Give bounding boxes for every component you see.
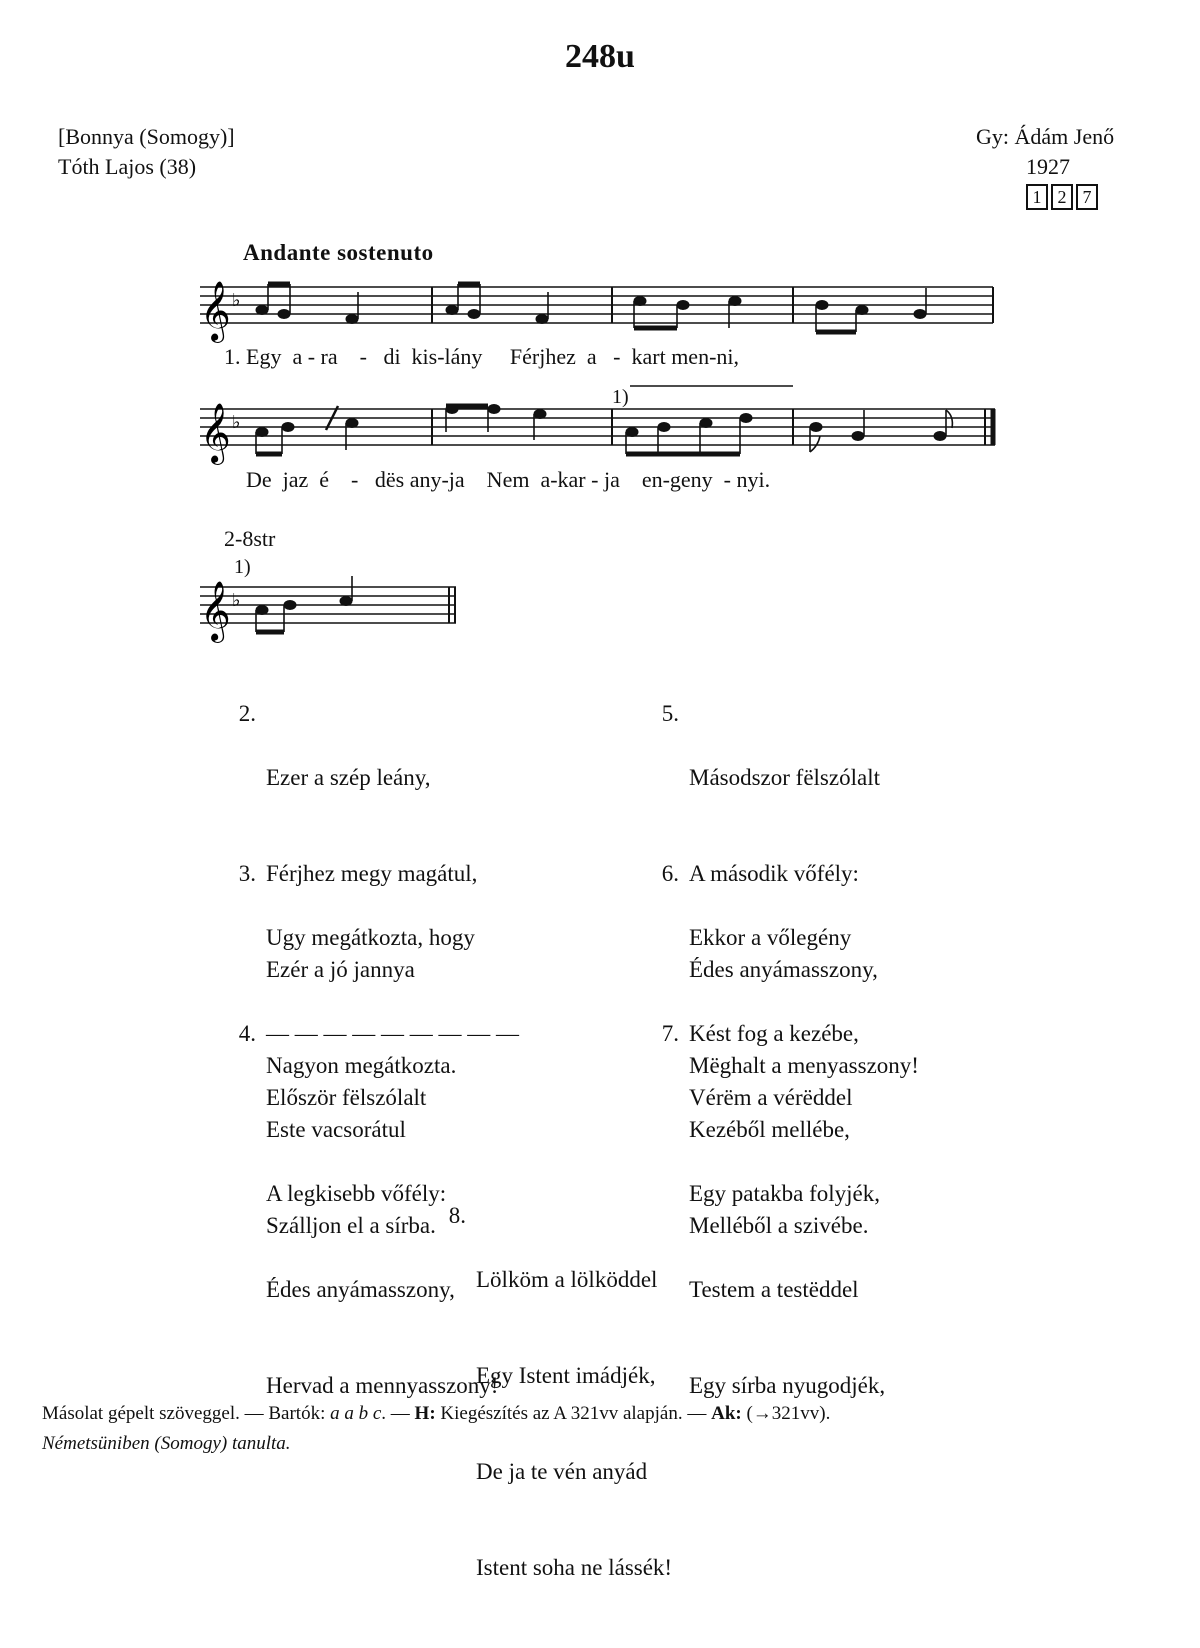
header-left — [58, 122, 235, 182]
stanza-line: — — — — — — — — — — [266, 1021, 519, 1046]
stanza-line: A második vőfély: — [689, 861, 859, 886]
tempo-marking: Andante sostenuto — [243, 240, 434, 265]
stanza-line: Vérëm a vérëddel — [689, 1085, 853, 1110]
stanza-line: Este vacsorátul — [266, 1117, 406, 1142]
stanza-line: Ugy megátkozta, hogy — [266, 925, 475, 950]
footnote-line-1 — [42, 1400, 830, 1428]
stanza-line: A legkisebb vőfély: — [266, 1181, 447, 1206]
stanza-line: Egy sírba nyugodjék, — [689, 1373, 886, 1398]
bartok-form: a a b c — [330, 1403, 382, 1424]
footnote-text: (→321vv). — [741, 1403, 831, 1424]
treble-clef-icon: 𝄞 — [200, 403, 231, 463]
stanza-line: Egy patakba folyjék, — [689, 1181, 880, 1206]
footnote-line-2: Németsüniben (Somogy) tanulta. — [42, 1433, 291, 1454]
footnote-label: H: — [414, 1403, 436, 1424]
stanza-line: Testem a testëddel — [689, 1277, 859, 1302]
page-title: 248u — [565, 38, 635, 75]
stanza-line: Lölköm a lölködde​l — [476, 1267, 658, 1292]
stanza-number: 4. — [238, 1021, 256, 1046]
flat-icon: ♭ — [232, 290, 241, 311]
stanza-line: Szálljon el a sírba. — [266, 1213, 436, 1238]
singer-text: Tóth Lajos (38) — [58, 154, 197, 179]
lyrics-line-1: 1. Egy a - ra - di kis-lány Férjhez a - kart men-ni, — [224, 344, 740, 369]
stanza-line: Először fëlszólalt — [266, 1085, 427, 1110]
header-right — [976, 122, 1114, 210]
treble-clef-icon: 𝄞 — [200, 281, 231, 341]
stanza-number: 2. — [238, 701, 256, 726]
catalog-box: 7 — [1076, 184, 1098, 210]
footnote-text: Másolat gépelt szöveggel. — Bartók: — [42, 1403, 331, 1424]
notes — [256, 284, 926, 332]
footnote-label: Ak: — [711, 1403, 742, 1424]
stanza-line: Édes anyámasszony, — [689, 957, 878, 982]
stanza-line: Férjhez megy magátul, — [266, 861, 478, 886]
catalog-box: 1 — [1026, 184, 1048, 210]
stanza-number: 5. — [661, 701, 679, 726]
year-text: 1927 — [1026, 154, 1070, 179]
footnote-text: Kiegészítés az A 321vv alapján. — — [435, 1403, 712, 1424]
stanza-line: Kést fog a kezébe, — [689, 1021, 859, 1046]
stanza-line: Nagyon megátkozta. — [266, 1053, 457, 1078]
stanza-line: Kezéből mellébe, — [689, 1117, 850, 1142]
stanza-line: Másodszor fëlszólalt — [689, 765, 880, 790]
staff-lines — [200, 287, 993, 323]
staff-lines — [200, 409, 995, 445]
flat-icon: ♭ — [232, 412, 241, 433]
flat-icon: ♭ — [232, 590, 241, 611]
variant-footnote-mark: 1) — [234, 556, 251, 578]
variant-staff — [0, 570, 470, 650]
stanza-line: Egy Istent imádjék, — [476, 1363, 656, 1388]
collector-text: Gy: Ádám Jenő — [976, 124, 1115, 149]
stanza-line: Melléből a szivébe. — [689, 1213, 869, 1238]
catalog-boxes — [976, 184, 1114, 210]
stanza-number: 8. — [448, 1203, 466, 1228]
treble-clef-icon: 𝄞 — [200, 581, 231, 641]
lyrics-line-2: De jaz é - dës any-ja Nem a-kar - ja en-geny - nyi. — [246, 467, 771, 492]
stanza-number: 6. — [661, 861, 679, 886]
place-text: [Bonnya (Somogy)] — [58, 124, 235, 149]
footnote-mark: 1) — [612, 386, 629, 408]
catalog-box: 2 — [1051, 184, 1073, 210]
music-staff-1 — [0, 270, 1200, 350]
stanza-line: Ekkor a vőlegény — [689, 925, 852, 950]
stanza-line: Istent soha ne lássék! — [476, 1555, 673, 1580]
stanza-line: Édes anyámasszony, — [266, 1277, 455, 1302]
stanza-line: Mëghalt a menyasszony! — [689, 1053, 919, 1078]
stanza-line: De ja te vén anyád — [476, 1459, 648, 1484]
footnote-text: . — — [381, 1403, 415, 1424]
stanza-line: Ezer a szép leány, — [266, 765, 431, 790]
variant-label: 2-8str — [224, 526, 276, 551]
notes — [256, 405, 952, 455]
stanza-line: Ezér a jó jannya — [266, 957, 415, 982]
music-staff-2 — [0, 392, 1200, 472]
stanza-line: Hervad a mennyasszony! — [266, 1373, 499, 1398]
stanza-number: 3. — [238, 861, 256, 886]
stanza-number: 7. — [661, 1021, 679, 1046]
